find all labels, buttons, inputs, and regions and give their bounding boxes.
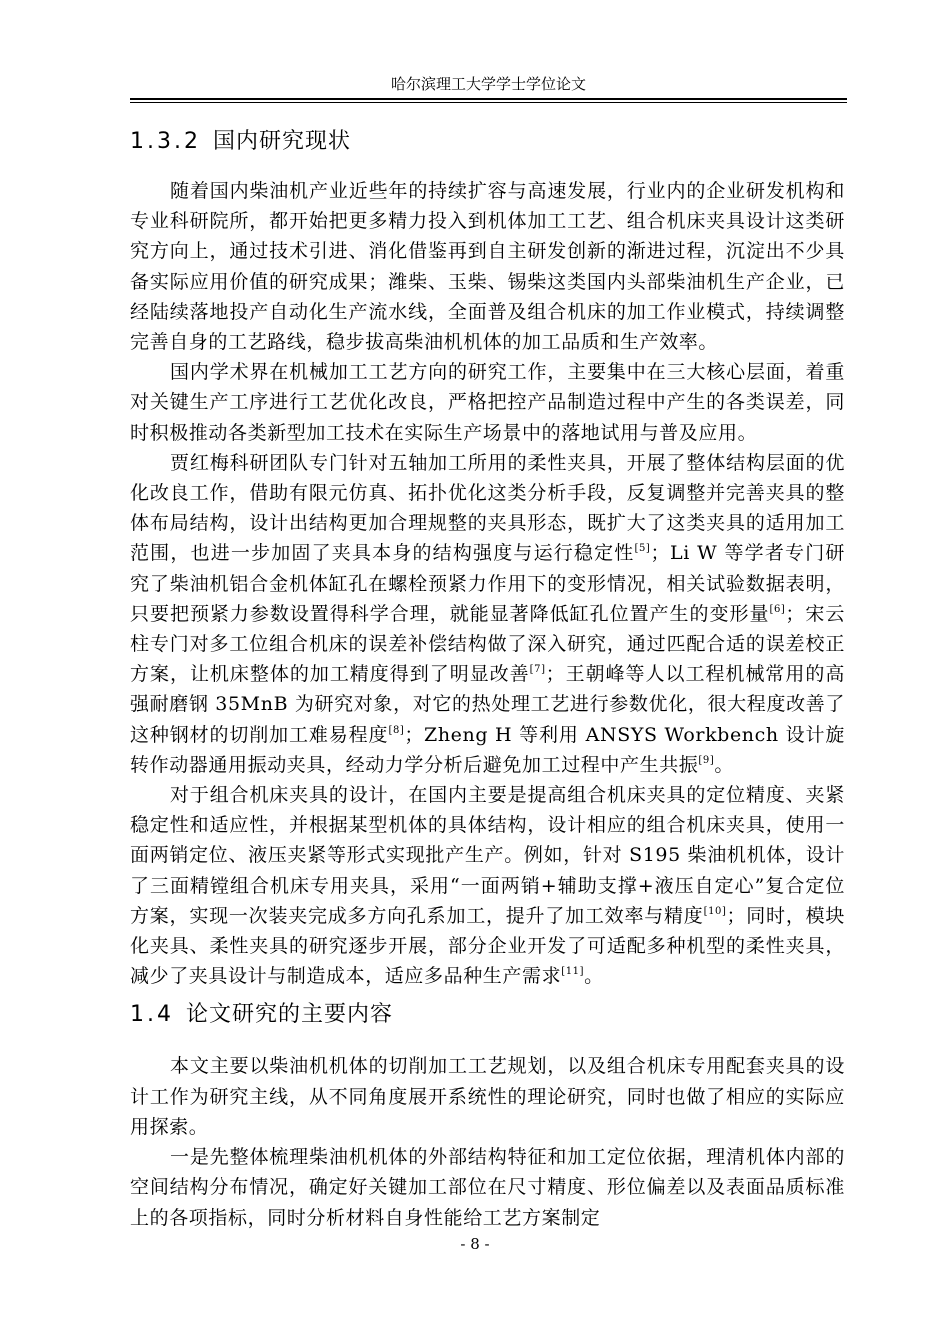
running-header: 哈尔滨理工大学学士学位论文	[390, 75, 586, 93]
section-title: 论文研究的主要内容	[186, 1002, 394, 1028]
section-title: 国内研究现状	[212, 129, 351, 154]
citation-6: [6]	[769, 603, 786, 615]
paragraph-6: 一是先整体梳理柴油机机体的外部结构特征和加工定位依据，理清机体内部的空间结构分布情况，确定好关键加工部位在尺寸精度、形位偏差以及表面品质标准上的各项指标，同时分析材料自身性能给工艺方案制定	[130, 1146, 845, 1229]
citation-5: [5]	[634, 543, 651, 555]
text-run: 贾红梅科研团队专门针对五轴加工所用的柔性夹具，开展了整体结构层面的优化改良工作，借助有限元仿真、拓扑优化这类分析手段，反复调整并完善夹具的整体布局结构，设计出结构更加合理规整的夹具形态，既扩大了这类夹具的适用加工范围，也进一步加固了夹具本身的结构强度与运行稳定性	[130, 451, 845, 565]
page-number: - 8 -	[460, 1235, 490, 1253]
text-run: 。	[714, 753, 734, 776]
citation-7: [7]	[529, 664, 546, 676]
text-run: 对于组合机床夹具的设计，在国内主要是提高组合机床夹具的定位精度、夹紧稳定性和适应性，并根据某型机体的具体结构，设计相应的组合机床夹具，使用一面两销定位、液压夹紧等形式实现批产生产。例如，针对 S195 柴油机机体，设计了三面精镗组合机床专用夹具，采用“一面两销+辅助支撑+液压自定心”复合定位方案，实现一次装夹完成多方向孔系加工，提升了加工效率与精度	[130, 784, 845, 927]
text-run: ；宋云柱专门对多工位组合机床的误差补偿结构做了深入研究，通过匹配合适的误差校正方案，让机床整体的加工精度得到了明显改善	[130, 602, 845, 686]
text-run: ；Zheng H 等利用 ANSYS Workbench 设计旋转作动器通用振动夹具，经动力学分析后避免加工过程中产生共振	[130, 723, 845, 776]
text-run: ；同时，模块化夹具、柔性夹具的研究逐步开展，部分企业开发了可适配多种机型的柔性夹具，减少了夹具设计与制造成本，适应多品种生产需求	[130, 904, 845, 988]
paragraph-4	[130, 780, 845, 991]
section-number: 1.4	[130, 1002, 174, 1028]
section-number: 1.3.2	[130, 129, 201, 154]
section-heading-1-4	[130, 999, 845, 1031]
paragraph-3	[130, 448, 845, 780]
citation-10: [10]	[703, 905, 727, 917]
paragraph-1: 随着国内柴油机产业近些年的持续扩容与高速发展，行业内的企业研发机构和专业科研院所，都开始把更多精力投入到机体加工工艺、组合机床夹具设计这类研究方向上，通过技术引进、消化借鉴再到自主研发创新的渐进过程，沉淀出不少具备实际应用价值的研究成果；潍柴、玉柴、锡柴这类国内头部柴油机生产企业，已经陆续落地投产自动化生产流水线，全面普及组合机床的加工作业模式，持续调整完善自身的工艺路线，稳步拔高柴油机机体的加工品质和生产效率。	[130, 180, 845, 354]
citation-9: [9]	[698, 754, 715, 766]
header-double-rule	[130, 98, 847, 103]
page-body	[130, 126, 845, 1233]
text-run: ；王朝峰等人以工程机械常用的高强耐磨钢 35MnB 为研究对象，对它的热处理工艺进行参数优化，很大程度改善了这种钢材的切削加工难易程度	[130, 663, 845, 746]
paragraph-2: 国内学术界在机械加工工艺方向的研究工作，主要集中在三大核心层面，着重对关键生产工序进行工艺优化改良，严格把控产品制造过程中产生的各类误差，同时积极推动各类新型加工技术在实际生产场景中的落地试用与普及应用。	[130, 361, 845, 444]
text-run: 。	[584, 965, 604, 988]
paragraph-5: 本文主要以柴油机机体的切削加工工艺规划，以及组合机床专用配套夹具的设计工作为研究主线，从不同角度展开系统性的理论研究，同时也做了相应的实际应用探索。	[130, 1055, 845, 1138]
text-run: ；Li W 等学者专门研究了柴油机铝合金机体缸孔在螺栓预紧力作用下的变形情况，相关试验数据表明，只要把预紧力参数设置得科学合理，就能显著降低缸孔位置产生的变形量	[130, 542, 845, 625]
section-heading-1-3-2	[130, 126, 845, 158]
citation-11: [11]	[561, 966, 585, 978]
citation-8: [8]	[388, 724, 405, 736]
